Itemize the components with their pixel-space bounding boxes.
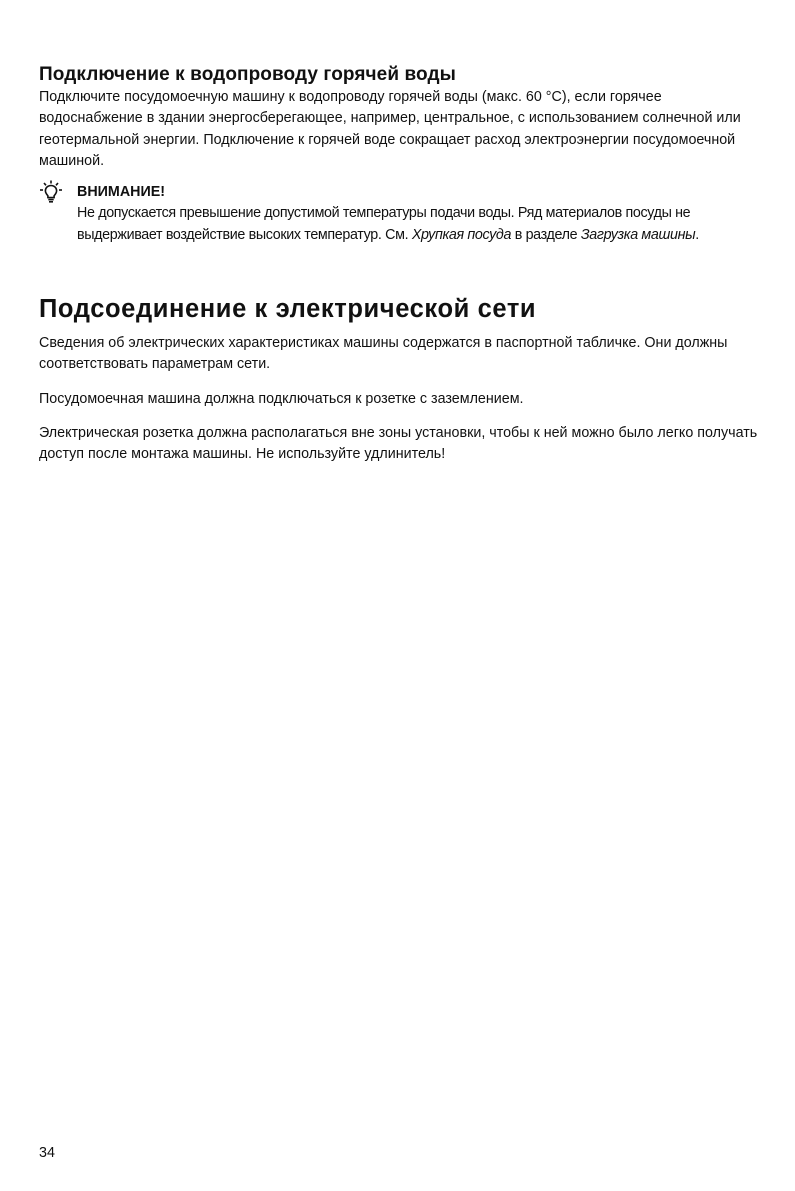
warning-text-part-2: в разделе xyxy=(511,226,581,243)
page-number: 34 xyxy=(39,1145,55,1161)
hot-water-heading: Подключение к водопроводу горячей воды xyxy=(39,64,456,85)
warning-text-part-3: . xyxy=(695,226,699,243)
lightbulb-icon xyxy=(39,180,63,206)
warning-text-part-1: Не допускается превышение допустимой температуры подачи воды. Ряд материалов посуды не выдерживает воздействие высоких температур. См. xyxy=(77,205,691,243)
warning-title: ВНИМАНИЕ! xyxy=(77,184,166,200)
electrical-section xyxy=(39,293,759,478)
warning-text xyxy=(77,203,757,247)
hot-water-paragraph: Подключите посудомоечную машину к водопроводу горячей воды (макс. 60 °C), если горячее водоснабжение в здании энергосберегающее, например, центральное, с использованием солнечной или геотермальной энергии. Подключение к горячей воде сокращает расход электроэнергии посудомоечной машиной. xyxy=(39,89,741,169)
hot-water-section xyxy=(39,63,759,172)
electrical-paragraph-1: Сведения об электрических характеристиках машины содержатся в паспортной табличке. Они должны соответствовать параметрам сети. xyxy=(39,335,728,373)
reference-loading-machine: Загрузка машины xyxy=(580,226,696,243)
reference-fragile-dishes: Хрупкая посуда xyxy=(411,226,512,243)
electrical-paragraph-2: Посудомоечная машина должна подключаться к розетке с заземлением. xyxy=(39,390,524,407)
electrical-heading: Подсоединение к электрической сети xyxy=(39,295,537,323)
electrical-paragraph-3: Электрическая розетка должна располагаться вне зоны установки, чтобы к ней можно было легко получать доступ после монтажа машины. Не используйте удлинитель! xyxy=(39,424,758,463)
